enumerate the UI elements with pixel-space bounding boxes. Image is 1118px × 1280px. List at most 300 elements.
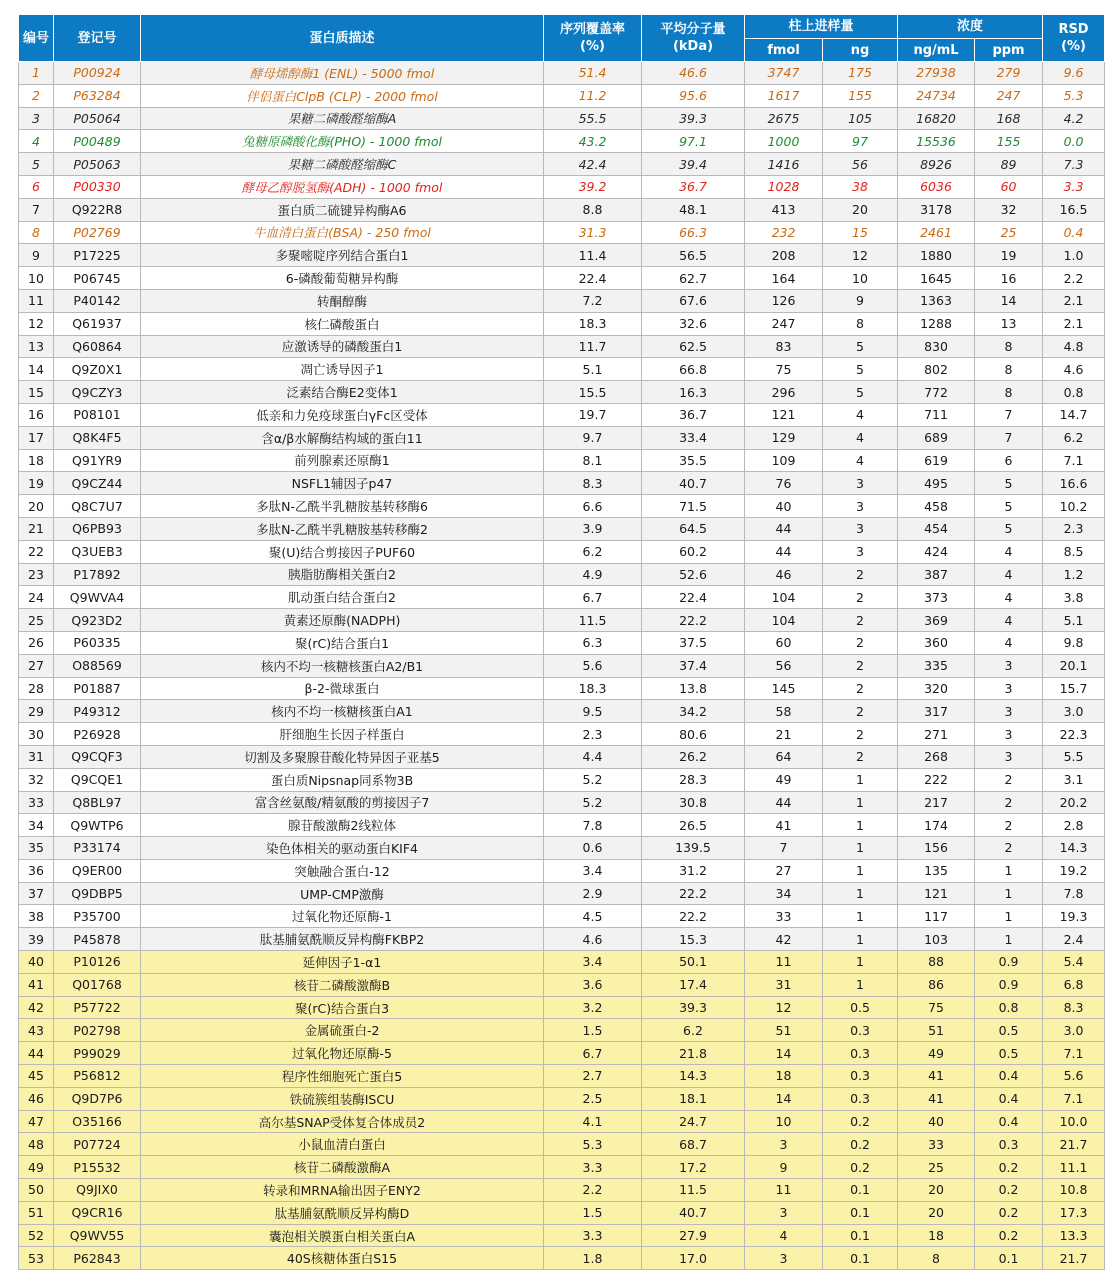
cell-id: 25 <box>19 609 54 632</box>
cell-conc-ngml: 40 <box>898 1110 975 1133</box>
cell-conc-ngml: 41 <box>898 1087 975 1110</box>
cell-rsd: 20.1 <box>1043 654 1105 677</box>
cell-id: 11 <box>19 289 54 312</box>
cell-rsd: 7.3 <box>1043 153 1105 176</box>
cell-description: 40S核糖体蛋白S15 <box>141 1247 544 1270</box>
cell-accession: P02769 <box>54 221 141 244</box>
cell-loading-fmol: 49 <box>745 768 823 791</box>
cell-id: 21 <box>19 517 54 540</box>
cell-coverage: 4.9 <box>544 563 642 586</box>
cell-coverage: 22.4 <box>544 267 642 290</box>
cell-rsd: 7.8 <box>1043 882 1105 905</box>
cell-rsd: 17.3 <box>1043 1201 1105 1224</box>
cell-loading-ng: 97 <box>823 130 898 153</box>
cell-mw: 26.5 <box>642 814 745 837</box>
cell-coverage: 3.9 <box>544 517 642 540</box>
cell-accession: Q8K4F5 <box>54 426 141 449</box>
cell-rsd: 10.0 <box>1043 1110 1105 1133</box>
cell-loading-fmol: 4 <box>745 1224 823 1247</box>
cell-rsd: 0.0 <box>1043 130 1105 153</box>
cell-accession: Q9CR16 <box>54 1201 141 1224</box>
cell-accession: Q9DBP5 <box>54 882 141 905</box>
cell-coverage: 9.5 <box>544 700 642 723</box>
table-row <box>19 426 1105 449</box>
protein-table-container <box>18 14 1104 1270</box>
cell-id: 38 <box>19 905 54 928</box>
table-row <box>19 517 1105 540</box>
cell-description: 聚(rC)结合蛋白1 <box>141 631 544 654</box>
cell-conc-ppm: 3 <box>975 677 1043 700</box>
cell-mw: 6.2 <box>642 1019 745 1042</box>
header-description: 蛋白质描述 <box>141 15 544 62</box>
cell-id: 12 <box>19 312 54 335</box>
cell-conc-ppm: 1 <box>975 905 1043 928</box>
cell-loading-ng: 0.5 <box>823 996 898 1019</box>
header-mw-unit: (kDa) <box>672 39 714 54</box>
table-row <box>19 723 1105 746</box>
cell-accession: Q9CQE1 <box>54 768 141 791</box>
cell-conc-ppm: 0.1 <box>975 1247 1043 1270</box>
cell-conc-ngml: 619 <box>898 449 975 472</box>
cell-mw: 48.1 <box>642 198 745 221</box>
table-row <box>19 996 1105 1019</box>
cell-loading-fmol: 18 <box>745 1065 823 1088</box>
cell-conc-ngml: 41 <box>898 1065 975 1088</box>
cell-conc-ngml: 424 <box>898 540 975 563</box>
cell-mw: 39.3 <box>642 107 745 130</box>
table-row <box>19 221 1105 244</box>
cell-mw: 22.2 <box>642 609 745 632</box>
cell-description: 果糖二磷酸醛缩酶A <box>141 107 544 130</box>
cell-description: β-2-微球蛋白 <box>141 677 544 700</box>
cell-description: 染色体相关的驱动蛋白KIF4 <box>141 837 544 860</box>
cell-coverage: 3.3 <box>544 1224 642 1247</box>
cell-mw: 18.1 <box>642 1087 745 1110</box>
cell-conc-ngml: 8926 <box>898 153 975 176</box>
table-row <box>19 198 1105 221</box>
cell-accession: O35166 <box>54 1110 141 1133</box>
cell-coverage: 5.6 <box>544 654 642 677</box>
cell-coverage: 18.3 <box>544 677 642 700</box>
cell-coverage: 15.5 <box>544 381 642 404</box>
cell-id: 20 <box>19 495 54 518</box>
cell-coverage: 8.8 <box>544 198 642 221</box>
cell-accession: Q9WTP6 <box>54 814 141 837</box>
cell-conc-ngml: 2461 <box>898 221 975 244</box>
cell-conc-ngml: 15536 <box>898 130 975 153</box>
cell-conc-ppm: 6 <box>975 449 1043 472</box>
cell-conc-ngml: 1880 <box>898 244 975 267</box>
cell-rsd: 7.1 <box>1043 1087 1105 1110</box>
cell-loading-fmol: 1000 <box>745 130 823 153</box>
cell-accession: Q9D7P6 <box>54 1087 141 1110</box>
cell-mw: 71.5 <box>642 495 745 518</box>
cell-conc-ppm: 1 <box>975 928 1043 951</box>
cell-loading-fmol: 11 <box>745 1179 823 1202</box>
cell-coverage: 55.5 <box>544 107 642 130</box>
cell-id: 50 <box>19 1179 54 1202</box>
cell-conc-ppm: 3 <box>975 723 1043 746</box>
cell-loading-ng: 5 <box>823 335 898 358</box>
cell-accession: Q9CQF3 <box>54 745 141 768</box>
cell-description: 6-磷酸葡萄糖异构酶 <box>141 267 544 290</box>
cell-loading-ng: 2 <box>823 677 898 700</box>
header-loading-fmol: fmol <box>745 39 823 62</box>
cell-conc-ppm: 8 <box>975 335 1043 358</box>
cell-accession: P99029 <box>54 1042 141 1065</box>
cell-rsd: 10.8 <box>1043 1179 1105 1202</box>
cell-accession: Q3UEB3 <box>54 540 141 563</box>
cell-mw: 13.8 <box>642 677 745 700</box>
cell-rsd: 14.7 <box>1043 403 1105 426</box>
cell-accession: P10126 <box>54 951 141 974</box>
cell-conc-ngml: 156 <box>898 837 975 860</box>
cell-mw: 35.5 <box>642 449 745 472</box>
table-row <box>19 1133 1105 1156</box>
cell-loading-ng: 4 <box>823 426 898 449</box>
cell-conc-ngml: 1288 <box>898 312 975 335</box>
cell-loading-ng: 0.1 <box>823 1224 898 1247</box>
cell-conc-ppm: 3 <box>975 745 1043 768</box>
cell-mw: 16.3 <box>642 381 745 404</box>
cell-description: 前列腺素还原酶1 <box>141 449 544 472</box>
cell-coverage: 5.2 <box>544 768 642 791</box>
cell-mw: 33.4 <box>642 426 745 449</box>
cell-loading-fmol: 40 <box>745 495 823 518</box>
cell-conc-ngml: 268 <box>898 745 975 768</box>
cell-loading-fmol: 126 <box>745 289 823 312</box>
cell-coverage: 2.3 <box>544 723 642 746</box>
cell-loading-fmol: 44 <box>745 791 823 814</box>
table-header <box>19 15 1105 62</box>
cell-coverage: 3.6 <box>544 973 642 996</box>
cell-rsd: 15.7 <box>1043 677 1105 700</box>
cell-description: 肝细胞生长因子样蛋白 <box>141 723 544 746</box>
cell-loading-fmol: 232 <box>745 221 823 244</box>
cell-rsd: 8.3 <box>1043 996 1105 1019</box>
cell-loading-fmol: 1617 <box>745 84 823 107</box>
cell-mw: 97.1 <box>642 130 745 153</box>
cell-loading-fmol: 247 <box>745 312 823 335</box>
cell-loading-ng: 2 <box>823 700 898 723</box>
cell-conc-ngml: 1645 <box>898 267 975 290</box>
cell-conc-ngml: 20 <box>898 1201 975 1224</box>
cell-loading-fmol: 44 <box>745 540 823 563</box>
cell-description: 多肽N-乙酰半乳糖胺基转移酶6 <box>141 495 544 518</box>
cell-conc-ppm: 4 <box>975 609 1043 632</box>
cell-conc-ppm: 0.2 <box>975 1201 1043 1224</box>
cell-coverage: 1.5 <box>544 1201 642 1224</box>
cell-conc-ngml: 121 <box>898 882 975 905</box>
cell-conc-ngml: 373 <box>898 586 975 609</box>
cell-coverage: 8.1 <box>544 449 642 472</box>
cell-description: 泛素结合酶E2变体1 <box>141 381 544 404</box>
cell-description: 高尔基SNAP受体复合体成员2 <box>141 1110 544 1133</box>
cell-conc-ngml: 135 <box>898 859 975 882</box>
cell-mw: 31.2 <box>642 859 745 882</box>
table-row <box>19 358 1105 381</box>
cell-id: 31 <box>19 745 54 768</box>
cell-conc-ngml: 689 <box>898 426 975 449</box>
cell-rsd: 3.0 <box>1043 1019 1105 1042</box>
cell-mw: 32.6 <box>642 312 745 335</box>
cell-coverage: 4.5 <box>544 905 642 928</box>
cell-id: 23 <box>19 563 54 586</box>
cell-rsd: 2.3 <box>1043 517 1105 540</box>
cell-conc-ppm: 0.4 <box>975 1065 1043 1088</box>
cell-description: 富含丝氨酸/精氨酸的剪接因子7 <box>141 791 544 814</box>
cell-rsd: 0.4 <box>1043 221 1105 244</box>
cell-loading-ng: 0.1 <box>823 1247 898 1270</box>
cell-coverage: 2.2 <box>544 1179 642 1202</box>
cell-rsd: 9.8 <box>1043 631 1105 654</box>
cell-loading-fmol: 58 <box>745 700 823 723</box>
cell-id: 8 <box>19 221 54 244</box>
cell-loading-ng: 3 <box>823 540 898 563</box>
cell-loading-fmol: 44 <box>745 517 823 540</box>
cell-coverage: 19.7 <box>544 403 642 426</box>
header-mw-label: 平均分子量 <box>660 22 726 37</box>
cell-loading-ng: 2 <box>823 745 898 768</box>
cell-conc-ngml: 33 <box>898 1133 975 1156</box>
cell-accession: P08101 <box>54 403 141 426</box>
cell-conc-ngml: 16820 <box>898 107 975 130</box>
cell-loading-fmol: 75 <box>745 358 823 381</box>
table-row <box>19 84 1105 107</box>
cell-coverage: 11.2 <box>544 84 642 107</box>
cell-loading-ng: 12 <box>823 244 898 267</box>
cell-conc-ngml: 802 <box>898 358 975 381</box>
cell-description: 核苷二磷酸激酶B <box>141 973 544 996</box>
cell-loading-fmol: 109 <box>745 449 823 472</box>
cell-description: 多聚嘧啶序列结合蛋白1 <box>141 244 544 267</box>
cell-conc-ppm: 0.4 <box>975 1110 1043 1133</box>
cell-coverage: 11.7 <box>544 335 642 358</box>
cell-id: 47 <box>19 1110 54 1133</box>
table-row <box>19 1087 1105 1110</box>
cell-mw: 30.8 <box>642 791 745 814</box>
table-row <box>19 1042 1105 1065</box>
cell-id: 10 <box>19 267 54 290</box>
cell-conc-ngml: 1363 <box>898 289 975 312</box>
cell-loading-fmol: 1028 <box>745 175 823 198</box>
cell-loading-fmol: 3 <box>745 1247 823 1270</box>
table-row <box>19 495 1105 518</box>
cell-conc-ngml: 271 <box>898 723 975 746</box>
cell-accession: P60335 <box>54 631 141 654</box>
header-mw <box>642 15 745 62</box>
cell-conc-ppm: 5 <box>975 472 1043 495</box>
cell-rsd: 9.6 <box>1043 62 1105 85</box>
cell-loading-ng: 3 <box>823 472 898 495</box>
cell-conc-ppm: 1 <box>975 859 1043 882</box>
cell-rsd: 16.6 <box>1043 472 1105 495</box>
cell-conc-ppm: 8 <box>975 381 1043 404</box>
cell-description: 聚(rC)结合蛋白3 <box>141 996 544 1019</box>
table-row <box>19 267 1105 290</box>
table-row <box>19 928 1105 951</box>
cell-id: 41 <box>19 973 54 996</box>
cell-accession: Q8BL97 <box>54 791 141 814</box>
table-row <box>19 654 1105 677</box>
header-rsd-label: RSD <box>1058 22 1089 37</box>
cell-accession: P35700 <box>54 905 141 928</box>
cell-conc-ppm: 2 <box>975 768 1043 791</box>
cell-coverage: 6.7 <box>544 1042 642 1065</box>
table-row <box>19 677 1105 700</box>
cell-rsd: 3.0 <box>1043 700 1105 723</box>
cell-id: 17 <box>19 426 54 449</box>
cell-coverage: 6.7 <box>544 586 642 609</box>
cell-conc-ppm: 0.3 <box>975 1133 1043 1156</box>
cell-loading-fmol: 14 <box>745 1087 823 1110</box>
cell-conc-ppm: 0.8 <box>975 996 1043 1019</box>
header-coverage <box>544 15 642 62</box>
cell-mw: 56.5 <box>642 244 745 267</box>
cell-conc-ppm: 4 <box>975 586 1043 609</box>
cell-loading-fmol: 164 <box>745 267 823 290</box>
cell-conc-ppm: 4 <box>975 540 1043 563</box>
cell-accession: Q8C7U7 <box>54 495 141 518</box>
cell-conc-ngml: 18 <box>898 1224 975 1247</box>
cell-conc-ppm: 89 <box>975 153 1043 176</box>
cell-rsd: 13.3 <box>1043 1224 1105 1247</box>
cell-description: 凋亡诱导因子1 <box>141 358 544 381</box>
cell-id: 7 <box>19 198 54 221</box>
cell-mw: 66.3 <box>642 221 745 244</box>
cell-rsd: 5.5 <box>1043 745 1105 768</box>
cell-coverage: 43.2 <box>544 130 642 153</box>
cell-conc-ppm: 0.2 <box>975 1179 1043 1202</box>
cell-description: 果糖二磷酸醛缩酶C <box>141 153 544 176</box>
cell-conc-ngml: 387 <box>898 563 975 586</box>
cell-accession: P45878 <box>54 928 141 951</box>
cell-mw: 37.4 <box>642 654 745 677</box>
cell-description: 转酮醇酶 <box>141 289 544 312</box>
table-row <box>19 153 1105 176</box>
cell-description: 含α/β水解酶结构域的蛋白11 <box>141 426 544 449</box>
cell-description: NSFL1辅因子p47 <box>141 472 544 495</box>
cell-loading-fmol: 296 <box>745 381 823 404</box>
table-row <box>19 1019 1105 1042</box>
cell-loading-ng: 2 <box>823 586 898 609</box>
table-row <box>19 449 1105 472</box>
cell-mw: 22.2 <box>642 882 745 905</box>
cell-loading-fmol: 11 <box>745 951 823 974</box>
cell-loading-ng: 0.3 <box>823 1087 898 1110</box>
cell-id: 39 <box>19 928 54 951</box>
header-coverage-label: 序列覆盖率 <box>559 22 625 37</box>
cell-loading-ng: 1 <box>823 951 898 974</box>
cell-coverage: 1.5 <box>544 1019 642 1042</box>
cell-description: 胰脂肪酶相关蛋白2 <box>141 563 544 586</box>
cell-coverage: 4.1 <box>544 1110 642 1133</box>
cell-conc-ngml: 3178 <box>898 198 975 221</box>
cell-conc-ppm: 0.5 <box>975 1019 1043 1042</box>
table-row <box>19 472 1105 495</box>
cell-id: 51 <box>19 1201 54 1224</box>
cell-conc-ppm: 7 <box>975 403 1043 426</box>
cell-coverage: 2.5 <box>544 1087 642 1110</box>
cell-conc-ngml: 51 <box>898 1019 975 1042</box>
table-row <box>19 403 1105 426</box>
cell-coverage: 5.1 <box>544 358 642 381</box>
cell-mw: 80.6 <box>642 723 745 746</box>
cell-id: 3 <box>19 107 54 130</box>
cell-loading-ng: 0.2 <box>823 1110 898 1133</box>
cell-rsd: 4.2 <box>1043 107 1105 130</box>
cell-accession: Q9Z0X1 <box>54 358 141 381</box>
cell-id: 27 <box>19 654 54 677</box>
cell-conc-ngml: 711 <box>898 403 975 426</box>
cell-coverage: 6.3 <box>544 631 642 654</box>
cell-id: 4 <box>19 130 54 153</box>
cell-loading-fmol: 60 <box>745 631 823 654</box>
header-loading: 柱上进样量 <box>745 15 898 39</box>
cell-conc-ppm: 3 <box>975 700 1043 723</box>
cell-conc-ppm: 8 <box>975 358 1043 381</box>
cell-id: 18 <box>19 449 54 472</box>
cell-rsd: 5.6 <box>1043 1065 1105 1088</box>
header-concentration: 浓度 <box>898 15 1043 39</box>
cell-conc-ngml: 49 <box>898 1042 975 1065</box>
cell-loading-ng: 1 <box>823 973 898 996</box>
cell-rsd: 3.8 <box>1043 586 1105 609</box>
cell-loading-fmol: 41 <box>745 814 823 837</box>
cell-loading-ng: 5 <box>823 358 898 381</box>
cell-conc-ppm: 247 <box>975 84 1043 107</box>
cell-conc-ngml: 24734 <box>898 84 975 107</box>
cell-loading-ng: 0.2 <box>823 1156 898 1179</box>
cell-rsd: 16.5 <box>1043 198 1105 221</box>
cell-loading-fmol: 9 <box>745 1156 823 1179</box>
cell-id: 26 <box>19 631 54 654</box>
cell-rsd: 22.3 <box>1043 723 1105 746</box>
cell-rsd: 3.3 <box>1043 175 1105 198</box>
cell-conc-ngml: 454 <box>898 517 975 540</box>
cell-mw: 52.6 <box>642 563 745 586</box>
cell-accession: P63284 <box>54 84 141 107</box>
cell-conc-ppm: 1 <box>975 882 1043 905</box>
cell-loading-fmol: 64 <box>745 745 823 768</box>
cell-conc-ngml: 75 <box>898 996 975 1019</box>
cell-rsd: 2.1 <box>1043 289 1105 312</box>
cell-rsd: 1.0 <box>1043 244 1105 267</box>
cell-id: 30 <box>19 723 54 746</box>
cell-accession: O88569 <box>54 654 141 677</box>
cell-description: 核苷二磷酸激酶A <box>141 1156 544 1179</box>
cell-id: 36 <box>19 859 54 882</box>
cell-rsd: 10.2 <box>1043 495 1105 518</box>
cell-description: 低亲和力免疫球蛋白γFc区受体 <box>141 403 544 426</box>
cell-mw: 14.3 <box>642 1065 745 1088</box>
cell-description: 酵母乙醇脱氢酶(ADH) - 1000 fmol <box>141 175 544 198</box>
cell-rsd: 2.2 <box>1043 267 1105 290</box>
cell-accession: Q9CZ44 <box>54 472 141 495</box>
cell-id: 32 <box>19 768 54 791</box>
cell-loading-ng: 1 <box>823 859 898 882</box>
table-row <box>19 586 1105 609</box>
table-row <box>19 951 1105 974</box>
table-row <box>19 175 1105 198</box>
cell-id: 6 <box>19 175 54 198</box>
cell-loading-ng: 175 <box>823 62 898 85</box>
cell-coverage: 2.9 <box>544 882 642 905</box>
cell-rsd: 7.1 <box>1043 1042 1105 1065</box>
cell-loading-ng: 5 <box>823 381 898 404</box>
cell-id: 15 <box>19 381 54 404</box>
cell-mw: 40.7 <box>642 1201 745 1224</box>
